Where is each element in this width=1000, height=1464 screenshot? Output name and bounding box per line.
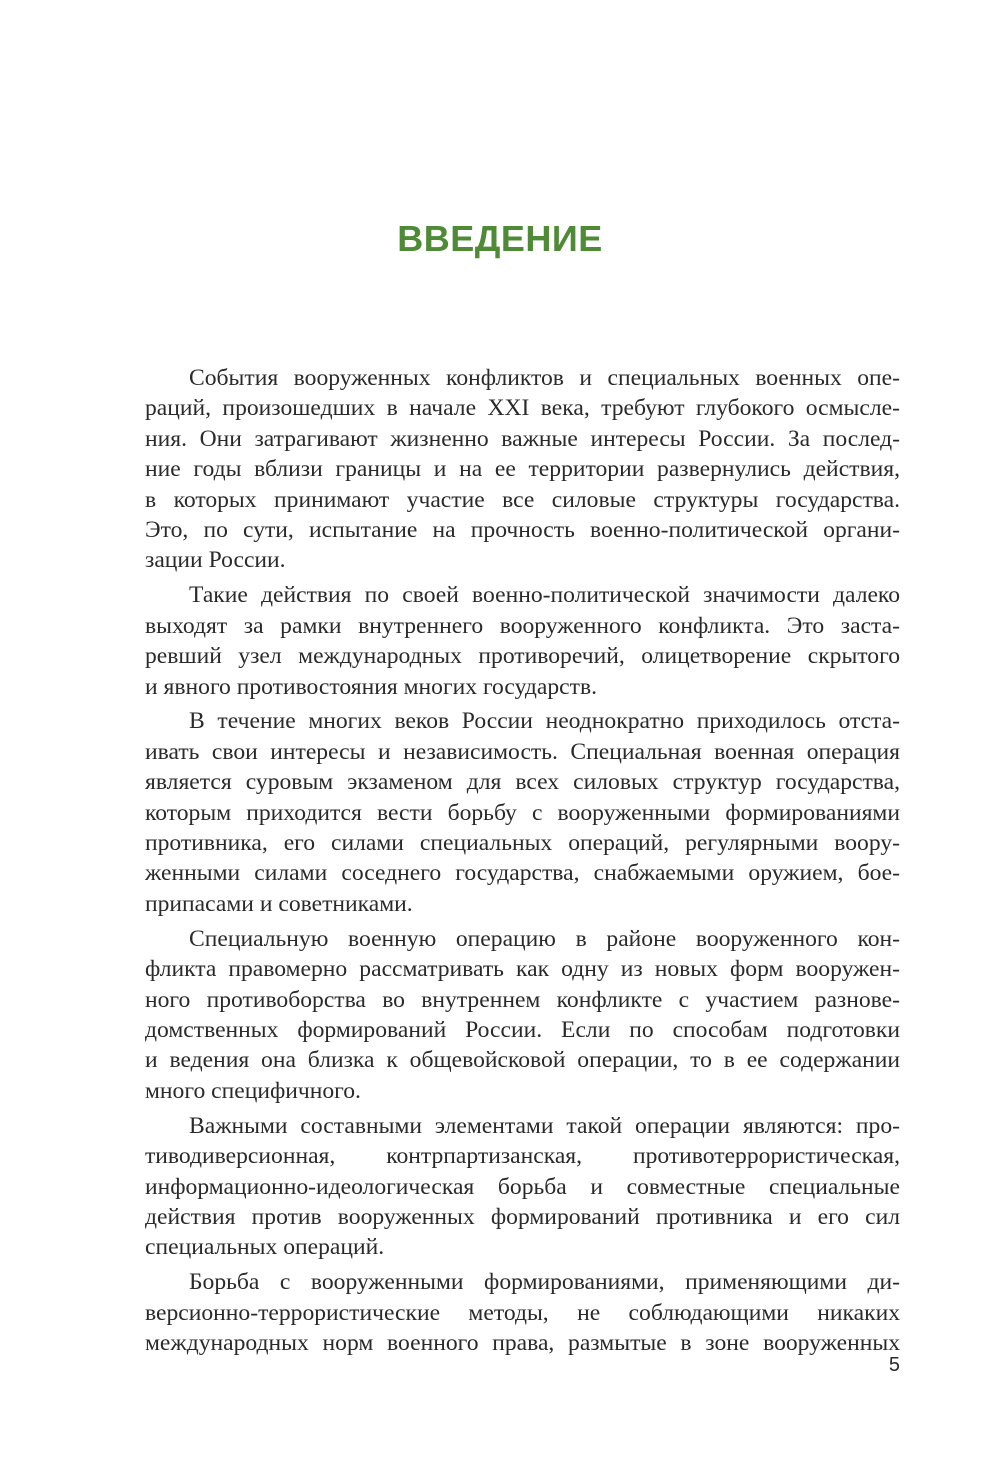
text-line: и ведения она близка к общевойсковой операции, то в ее содержании <box>145 1047 900 1074</box>
text-line: в которых принимают участие все силовые структуры государства. <box>145 486 900 513</box>
paragraph <box>101 580 900 702</box>
text-line: является суровым экзаменом для всех силовых структур государства, <box>145 769 900 796</box>
text-line: выходят за рамки внутреннего вооруженного конфликта. Это заста- <box>145 612 900 639</box>
text-line: ного противоборства во внутреннем конфликте с участием разнове- <box>145 986 900 1013</box>
chapter-title: ВВЕДЕНИЕ <box>397 218 603 259</box>
text-line: версионно-террористические методы, не соблюдающими никаких <box>145 1299 900 1326</box>
text-line: противника, его силами специальных операций, регулярными воору- <box>145 830 900 857</box>
text-line: много специфичного. <box>145 1077 361 1104</box>
text-line: тиводиверсионная, контрпартизанская, противотеррористическая, <box>145 1143 900 1170</box>
text-line: которым приходится вести борьбу с вооруженными формированиями <box>145 799 900 826</box>
text-line: международных норм военного права, размытые в зоне вооруженных <box>145 1330 900 1357</box>
text-line: женными силами соседнего государства, снабжаемыми оружием, бое- <box>145 860 900 887</box>
text-line: Специальную военную операцию в районе вооруженного кон- <box>189 925 900 952</box>
paragraph <box>101 363 900 576</box>
text-line: В течение многих веков России неоднократно приходилось отста- <box>189 708 900 735</box>
text-line: ревший узел международных противоречий, олицетворение скрытого <box>145 643 900 670</box>
text-line: припасами и советниками. <box>145 890 413 917</box>
text-line: информационно-идеологическая борьба и совместные специальные <box>145 1173 900 1200</box>
text-line: зации России. <box>145 547 286 574</box>
text-line: Такие действия по своей военно-политической значимости далеко <box>189 582 900 609</box>
text-line: действия против вооруженных формирований противника и его сил <box>145 1203 900 1230</box>
text-line: раций, произошедших в начале XXI века, требуют глубокого осмысле- <box>145 395 900 422</box>
text-line: домственных формирований России. Если по способам подготовки <box>145 1016 900 1043</box>
text-line: фликта правомерно рассматривать как одну из новых форм вооружен- <box>145 956 900 983</box>
text-line: ивать свои интересы и независимость. Специальная военная операция <box>145 738 900 765</box>
paragraph <box>101 706 900 919</box>
text-line: ния. Они затрагивают жизненно важные интересы России. За послед- <box>145 425 900 452</box>
text-line: Важными составными элементами такой операции являются: про- <box>189 1112 900 1139</box>
paragraph <box>101 924 900 1106</box>
paragraph <box>101 1111 900 1263</box>
text-line: Борьба с вооруженными формированиями, применяющими ди- <box>189 1269 900 1296</box>
text-line: ние годы вблизи границы и на ее территории развернулись действия, <box>145 456 900 483</box>
paragraph <box>101 1267 900 1358</box>
text-line: Это, по сути, испытание на прочность военно-политической органи- <box>145 516 900 543</box>
text-line: и явного противостояния многих государств. <box>145 673 598 700</box>
body-text <box>101 363 900 1363</box>
page-number: 5 <box>888 1354 900 1376</box>
text-line: специальных операций. <box>145 1234 385 1261</box>
text-line: События вооруженных конфликтов и специальных военных опе- <box>189 365 900 391</box>
